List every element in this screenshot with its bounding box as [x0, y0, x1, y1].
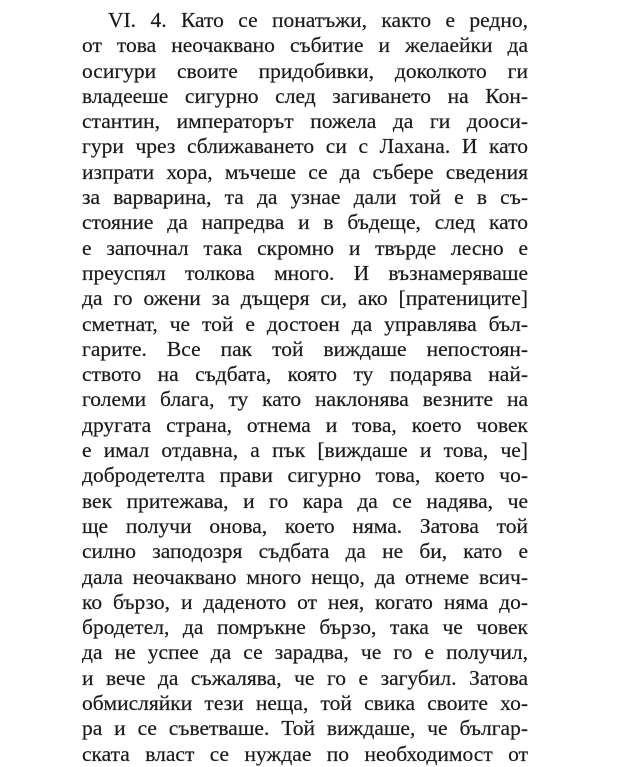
text-line: и вече да съжалява, че го е загубил. Затова	[82, 665, 528, 690]
text-line: големи блага, ту като наклонява везните на	[82, 387, 528, 412]
text-line: гарите. Все пак той виждаше непостоян-	[82, 336, 528, 361]
body-text	[82, 8, 528, 767]
text-line: ра и се съветваше. Той виждаше, че българ-	[82, 716, 528, 741]
text-line: е имал отдавна, а пък [виждаше и това, че]	[82, 438, 528, 463]
text-line: да не успее да се зарадва, че го е получил,	[82, 640, 528, 665]
text-line: стантин, императорът пожела да ги дооси-	[82, 109, 528, 134]
text-line: гури чрез сближаването си с Лахана. И като	[82, 134, 528, 159]
text-line: преуспял толкова много. И възнамеряваше	[82, 260, 528, 285]
text-line: ко бързо, и даденото от нея, когато няма до-	[82, 589, 528, 614]
text-line: да го ожени за дъщеря си, ако [пратениците]	[82, 286, 528, 311]
text-line: бродетел, да помръкне бързо, така че човек	[82, 615, 528, 640]
text-line: другата страна, отнема и това, което човек	[82, 412, 528, 437]
text-line: от това неочаквано събитие и желаейки да	[82, 33, 528, 58]
text-line: е започнал така скромно и твърде лесно е	[82, 235, 528, 260]
text-line: осигури своите придобивки, доколкото ги	[82, 58, 528, 83]
text-line: VI. 4. Като се понатъжи, както е редно,	[108, 8, 528, 32]
text-line: добродетелта прави сигурно това, което чо-	[82, 463, 528, 488]
text-line: стояние да напредва и в бъдеще, след като	[82, 210, 528, 235]
text-line: дала неочаквано много нещо, да отнеме всич-	[82, 564, 528, 589]
text-line: сметнат, че той е достоен да управлява бъл-	[82, 311, 528, 336]
text-line: ще получи онова, което няма. Затова той	[82, 513, 528, 538]
text-line: владееше сигурно след загиването на Кон-	[82, 83, 528, 108]
text-line: обмисляйки тези неща, той свика своите хо-	[82, 691, 528, 716]
text-line: силно заподозря съдбата да не би, като е	[82, 539, 528, 564]
text-line: за варварина, та да узнае дали той е в съ-	[82, 185, 528, 210]
text-line: изпрати хора, мъчеше се да събере сведения	[82, 159, 528, 184]
text-line: ската власт се нуждае по необходимост от	[82, 741, 528, 766]
text-line: век притежава, и го кара да се надява, че	[82, 488, 528, 513]
text-line: ството на съдбата, която ту подарява най-	[82, 362, 528, 387]
